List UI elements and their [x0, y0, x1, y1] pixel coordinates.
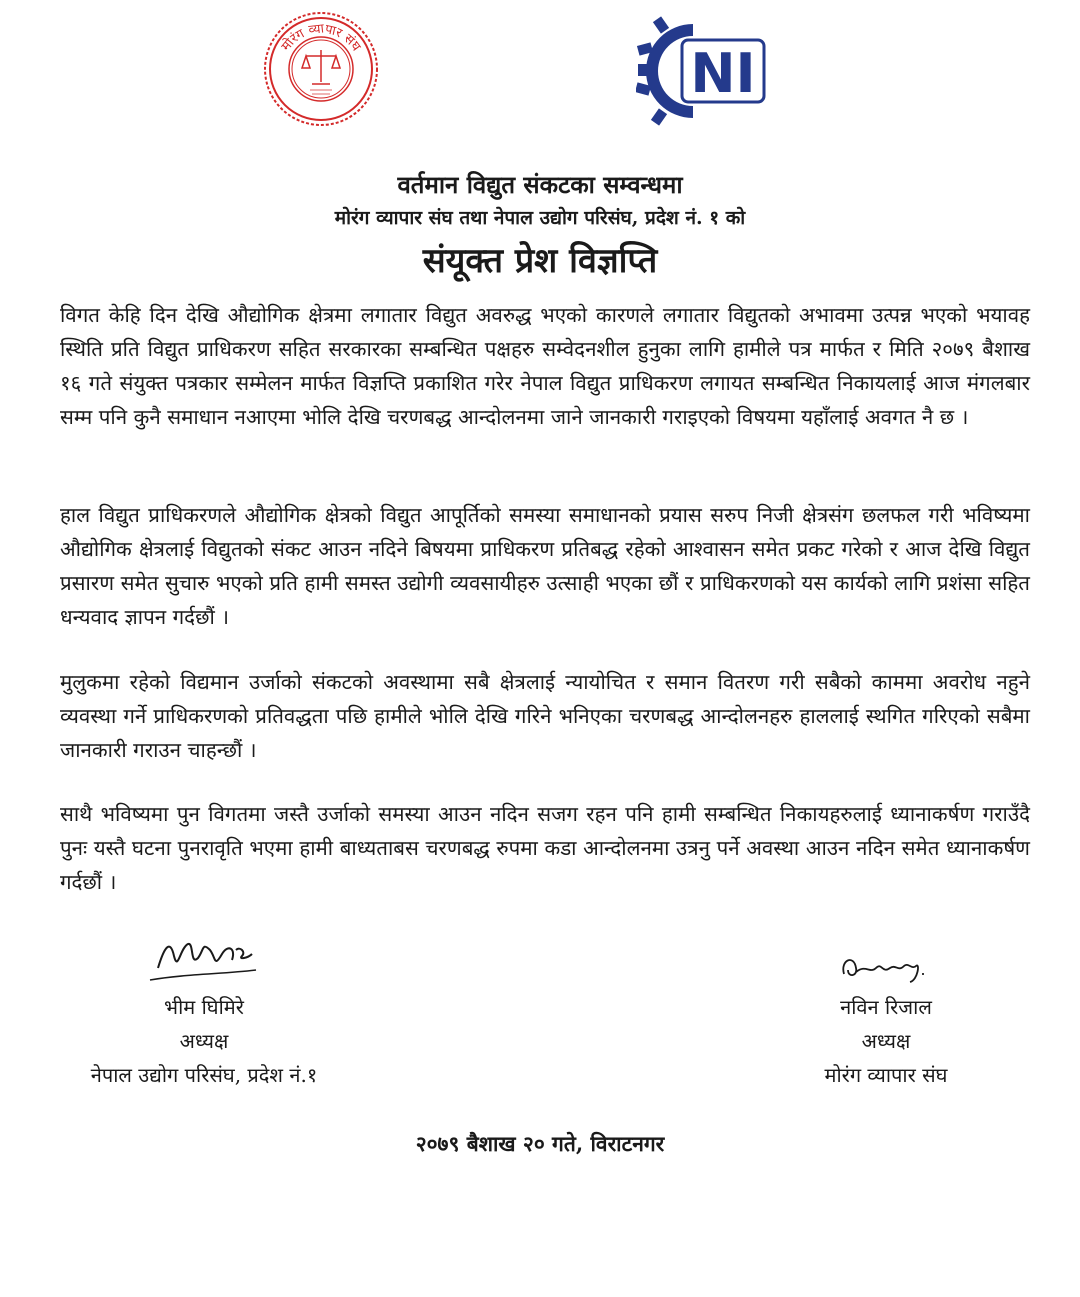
issuer-heading: मोरंग व्यापार संघ तथा नेपाल उद्योग परिसंघ, प्रदेश नं. १ को — [334, 207, 746, 229]
signature-block-left — [44, 928, 364, 1092]
handwritten-signature-right-icon — [826, 940, 946, 990]
handwritten-signature-left-icon — [144, 928, 264, 990]
signatory-organization-right: मोरंग व्यापार संघ — [824, 1063, 948, 1087]
subject-heading: वर्तमान विद्युत संकटका सम्वन्धमा — [397, 170, 683, 199]
page-title: संयूक्त प्रेश विज्ञप्ति — [422, 241, 658, 281]
body-paragraph-1: विगत केहि दिन देखि औद्योगिक क्षेत्रमा लगातार विद्युत अवरुद्ध भएको कारणले लगातार विद्युतको अभावमा उत्पन्न भएको भयावह स्थिति प्रति विद्युत प्राधिकरण सहित सरकारका सम्बन्धित पक्षहरु सम्वेदनशील हुनुका लागि हामीले पत्र मार्फत र मिति २०७९ बैशाख १६ गते संयुक्त पत्रकार सम्मेलन मार्फत विज्ञप्ति प्रकाशित गरेर नेपाल विद्युत प्राधिकरण लगायत सम्बन्धित निकायलाई आज मंगलबार सम्म पनि कुनै समाधान नआएमा भोलि देखि चरणबद्ध आन्दोलनमा जाने जानकारी गराइएको विषयमा यहाँलाई अवगत नै छ । — [60, 303, 1030, 429]
signatory-organization-left: नेपाल उद्योग परिसंघ, प्रदेश नं.१ — [90, 1063, 318, 1087]
body-paragraph-4: साथै भविष्यमा पुन विगतमा जस्तै उर्जाको समस्या आउन नदिन सजग रहन पनि हामी सम्बन्धित निकायहरुलाई ध्यानाकर्षण गराउँदै पुनः यस्तै घटना पुनरावृति भएमा हामी बाध्यताबस चरणबद्ध रुपमा कडा आन्दोलनमा उत्रनु पर्ने अवस्था आउन नदिन समेत ध्यानाकर्षण गर्दछौं । — [60, 802, 1030, 894]
signatory-name-right: नविन रिजाल — [840, 995, 932, 1019]
seal-text: मोरंग व्यापार संघ — [278, 21, 364, 55]
body-paragraph-2: हाल विद्युत प्राधिकरणले औद्योगिक क्षेत्रको विद्युत आपूर्तिको समस्या समाधानको प्रयास सरुप निजी क्षेत्रसंग छलफल गरी भविष्यमा औद्योगिक क्षेत्रलाई विद्युतको संकट आउन नदिने बिषयमा प्राधिकरण प्रतिबद्ध रहेको आश्वासन समेत प्रकट गरेको र आज देखि विद्युत प्रसारण समेत सुचारु भएको प्रति हामी समस्त उद्योगी व्यवसायीहरु उत्साही भएका छौं र प्राधिकरणको यस कार्यको लागि प्रशंसा सहित धन्यवाद ज्ञापन गर्दछौं । — [60, 503, 1030, 629]
signature-block-right — [736, 940, 1036, 1092]
morang-traders-association-seal-icon — [262, 10, 380, 128]
cni-logo-text: NI — [690, 42, 756, 105]
signatory-name-left: भीम घिमिरे — [164, 995, 244, 1019]
cni-gear-logo-icon — [636, 14, 776, 128]
body-paragraph-3: मुलुकमा रहेको विद्यमान उर्जाको संकटको अवस्थामा सबै क्षेत्रलाई न्यायोचित र समान वितरण गरी सबैको काममा अवरोध नहुने व्यवस्था गर्ने प्राधिकरणको प्रतिवद्धता पछि हामीले भोलि देखि गरिने भनिएका चरणबद्ध आन्दोलनहरु हाललाई स्थगित गरिएको सबैमा जानकारी गराउन चाहन्छौं । — [60, 670, 1030, 762]
signatory-position-right: अध्यक्ष — [861, 1029, 911, 1053]
date-place-line: २०७९ बैशाख २० गते, विराटनगर — [415, 1131, 665, 1156]
signatory-position-left: अध्यक्ष — [179, 1029, 229, 1053]
